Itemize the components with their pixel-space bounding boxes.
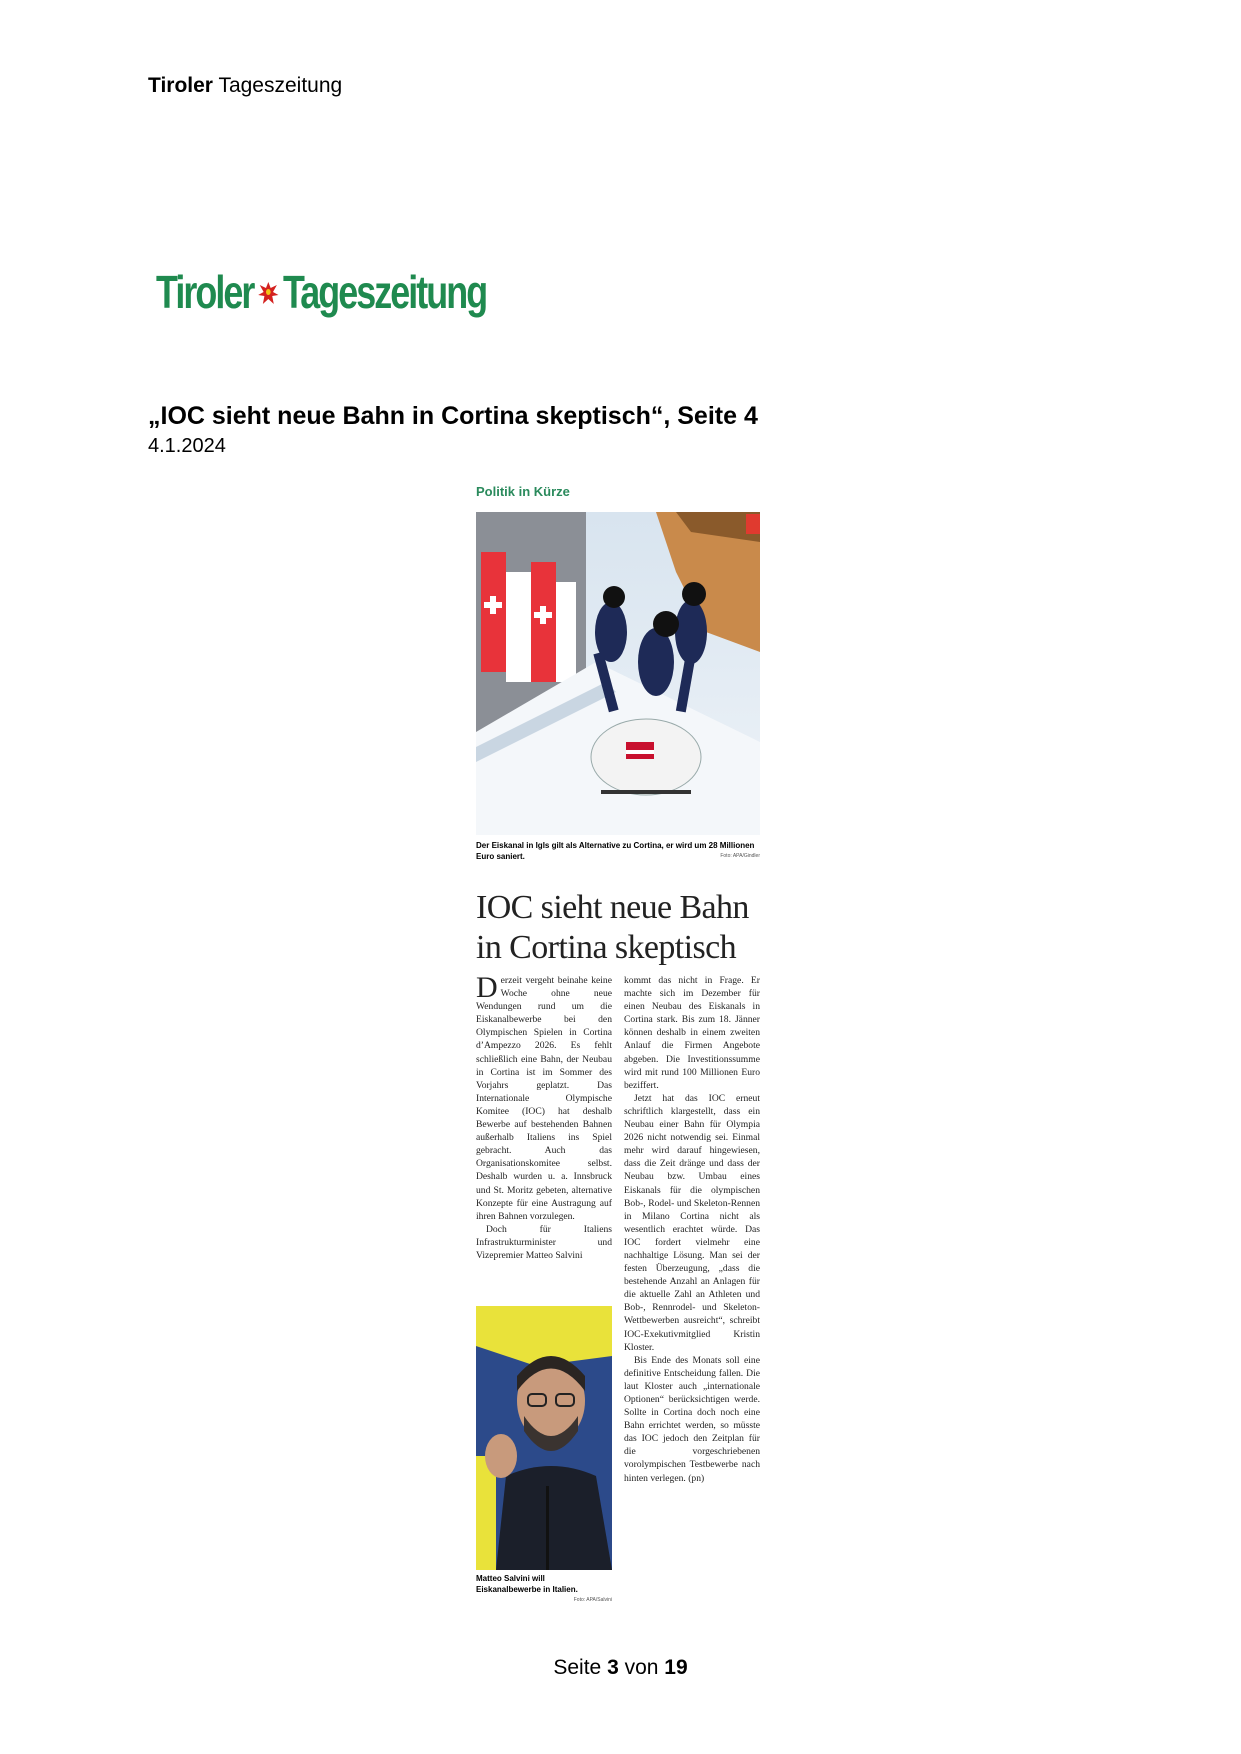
section-kicker: Politik in Kürze: [476, 484, 570, 499]
article-reference-title: „IOC sieht neue Bahn in Cortina skeptisch“, Seite 4: [148, 402, 758, 430]
paragraph: kommt das nicht in Frage. Er machte sich im Dezember für einen Neubau des Eiskanals in Cortina stark. Bis zum 18. Jänner können deshalb in einem zweiten Anlauf die Firmen Angebote abgeben. Die Investitionssumme wird mit rund 100 Millionen Euro beziffert.: [624, 975, 760, 1091]
page-footer: [0, 1656, 1241, 1680]
footer-current-page: 3: [607, 1656, 619, 1679]
header-brand-bold: Tiroler: [148, 74, 213, 97]
paragraph: Bis Ende des Monats soll eine definitive Entscheidung fallen. Die laut Kloster auch „internationale Optionen“ berücksichtigen werde. Sollte in Cortina doch noch eine Bahn errichtet werden, so müsste das IOC jedoch den Zeitplan für die vorgeschriebenen vorolympischen Testbewerbe nach hinten verlegen. (pn): [624, 1354, 760, 1484]
portrait-photo: [476, 1306, 612, 1570]
header-brand-rest: Tageszeitung: [218, 74, 343, 97]
photo-credit: Foto: APA/Salvini: [573, 1597, 612, 1603]
article-headline: IOC sieht neue Bahn in Cortina skeptisch: [476, 889, 749, 966]
logo-right-word: Tageszeitung: [282, 266, 487, 318]
caption-text: Der Eiskanal in Igls gilt als Alternative zu Cortina, er wird um 28 Millionen Euro saniert.: [476, 841, 755, 861]
footer-middle: von: [624, 1656, 659, 1679]
newspaper-logo: [156, 262, 486, 322]
article-column-1: [476, 971, 612, 1262]
logo-left-word: Tiroler: [156, 266, 254, 318]
drop-cap: D: [476, 971, 498, 1004]
tyrolean-eagle-icon: [256, 265, 279, 319]
bobsleigh-photo: [476, 512, 760, 835]
paragraph: Jetzt hat das IOC erneut schriftlich klargestellt, dass ein Neubau einer Bahn für Olympia 2026 nicht notwendig sei. Einmal mehr wird darauf hingewiesen, dass die Zeit dränge und dass der Neubau bzw. Umbau eines Eiskanals für die olympischen Bob-, Rodel- und Skeleton-Rennen in Milano Cortina nicht als wesentlich erachtet würde. Das IOC fordert vielmehr eine nachhaltige Lösung. Man sei der festen Überzeugung, „dass die bestehende Anzahl an Anlagen für die aktuelle Zahl an Athleten und Bob-, Rennrodel- und Skeleton-Wettbewerben ausreicht“, schreibt IOC-Exekutivmitglied Kristin Kloster.: [624, 1092, 760, 1353]
article-column-2: [624, 974, 760, 1485]
portrait-caption: [476, 1573, 612, 1606]
page-header: [148, 74, 342, 98]
footer-total-pages: 19: [664, 1656, 688, 1679]
photo-credit: Foto: APA/Gindler: [720, 853, 760, 859]
article-date: 4.1.2024: [148, 435, 226, 457]
paragraph: erzeit vergeht beinahe keine Woche ohne neue Wendungen rund um die Eiskanalbewerbe bei den Olympischen Spielen in Cortina d’Ampezzo 2026. Es fehlt schließlich eine Bahn, der Neubau in Cortina ist im Sommer des Vorjahrs geplatzt. Das Internationale Olympische Komitee (IOC) hat deshalb Bewerbe auf bestehenden Bahnen außerhalb Italiens ins Spiel gebracht. Auch das Organisationskomitee selbst. Deshalb wurden u. a. Innsbruck und St. Moritz gebeten, alternative Konzepte für eine Austragung auf ihren Bahnen vorzulegen.: [476, 975, 612, 1222]
photo-caption: [476, 840, 760, 862]
paragraph: Doch für Italiens Infrastrukturminister und Vizepremier Matteo Salvini: [476, 1223, 612, 1261]
caption-text: Matteo Salvini will Eiskanalbewerbe in Italien.: [476, 1574, 578, 1594]
footer-prefix: Seite: [553, 1656, 602, 1679]
